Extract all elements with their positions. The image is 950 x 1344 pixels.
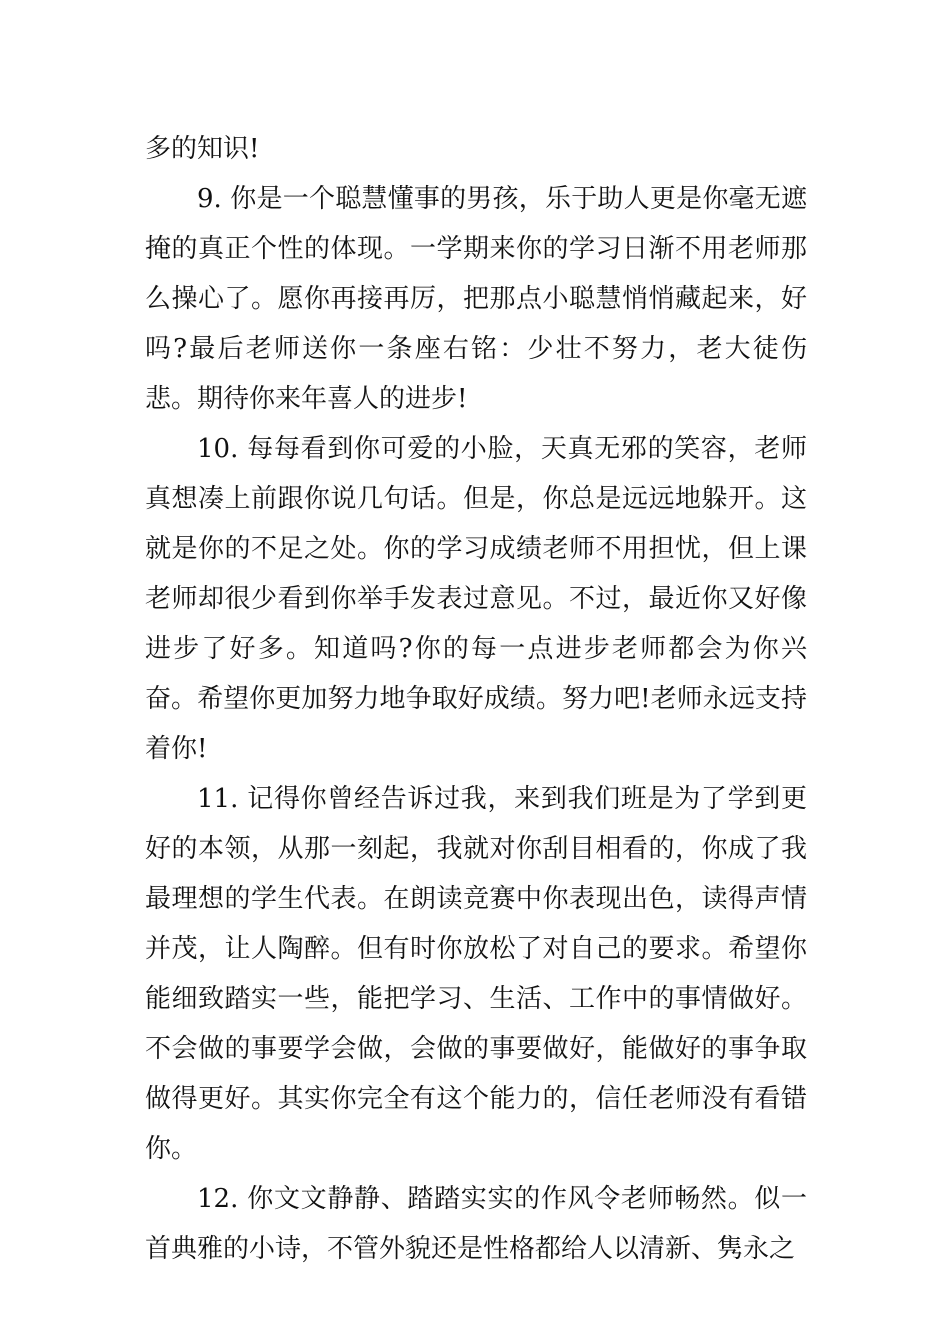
paragraph-item-10: 10. 每每看到你可爱的小脸，天真无邪的笑容，老师真想凑上前跟你说几句话。但是，你总是远远地躲开。这就是你的不足之处。你的学习成绩老师不用担忧，但上课老师却很少看到你举手发表过意见。不过，最近你又好像进步了好多。知道吗?你的每一点进步老师都会为你兴奋。希望你更加努力地争取好成绩。努力吧!老师永远支持着你! bbox=[145, 434, 807, 764]
paragraph-item-11: 11. 记得你曾经告诉过我，来到我们班是为了学到更好的本领，从那一刻起，我就对你刮目相看的，你成了我最理想的学生代表。在朗读竞赛中你表现出色，读得声情并茂，让人陶醉。但有时你放松了对自己的要求。希望你能细致踏实一些，能把学习、生活、工作中的事情做好。不会做的事要学会做，会做的事要做好，能做好的事争取做得更好。其实你完全有这个能力的，信任老师没有看错你。 bbox=[145, 784, 807, 1164]
paragraph-item-12: 12. 你文文静静、踏踏实实的作风令老师畅然。似一首典雅的小诗，不管外貌还是性格都给人以清新、隽永之 bbox=[145, 1184, 807, 1264]
document-body bbox=[145, 124, 807, 1274]
paragraph-item-9: 9. 你是一个聪慧懂事的男孩，乐于助人更是你毫无遮掩的真正个性的体现。一学期来你的学习日渐不用老师那么操心了。愿你再接再厉，把那点小聪慧悄悄藏起来，好吗?最后老师送你一条座右铭：少壮不努力，老大徒伤悲。期待你来年喜人的进步! bbox=[145, 184, 807, 414]
paragraph-continuation: 多的知识! bbox=[145, 134, 260, 164]
